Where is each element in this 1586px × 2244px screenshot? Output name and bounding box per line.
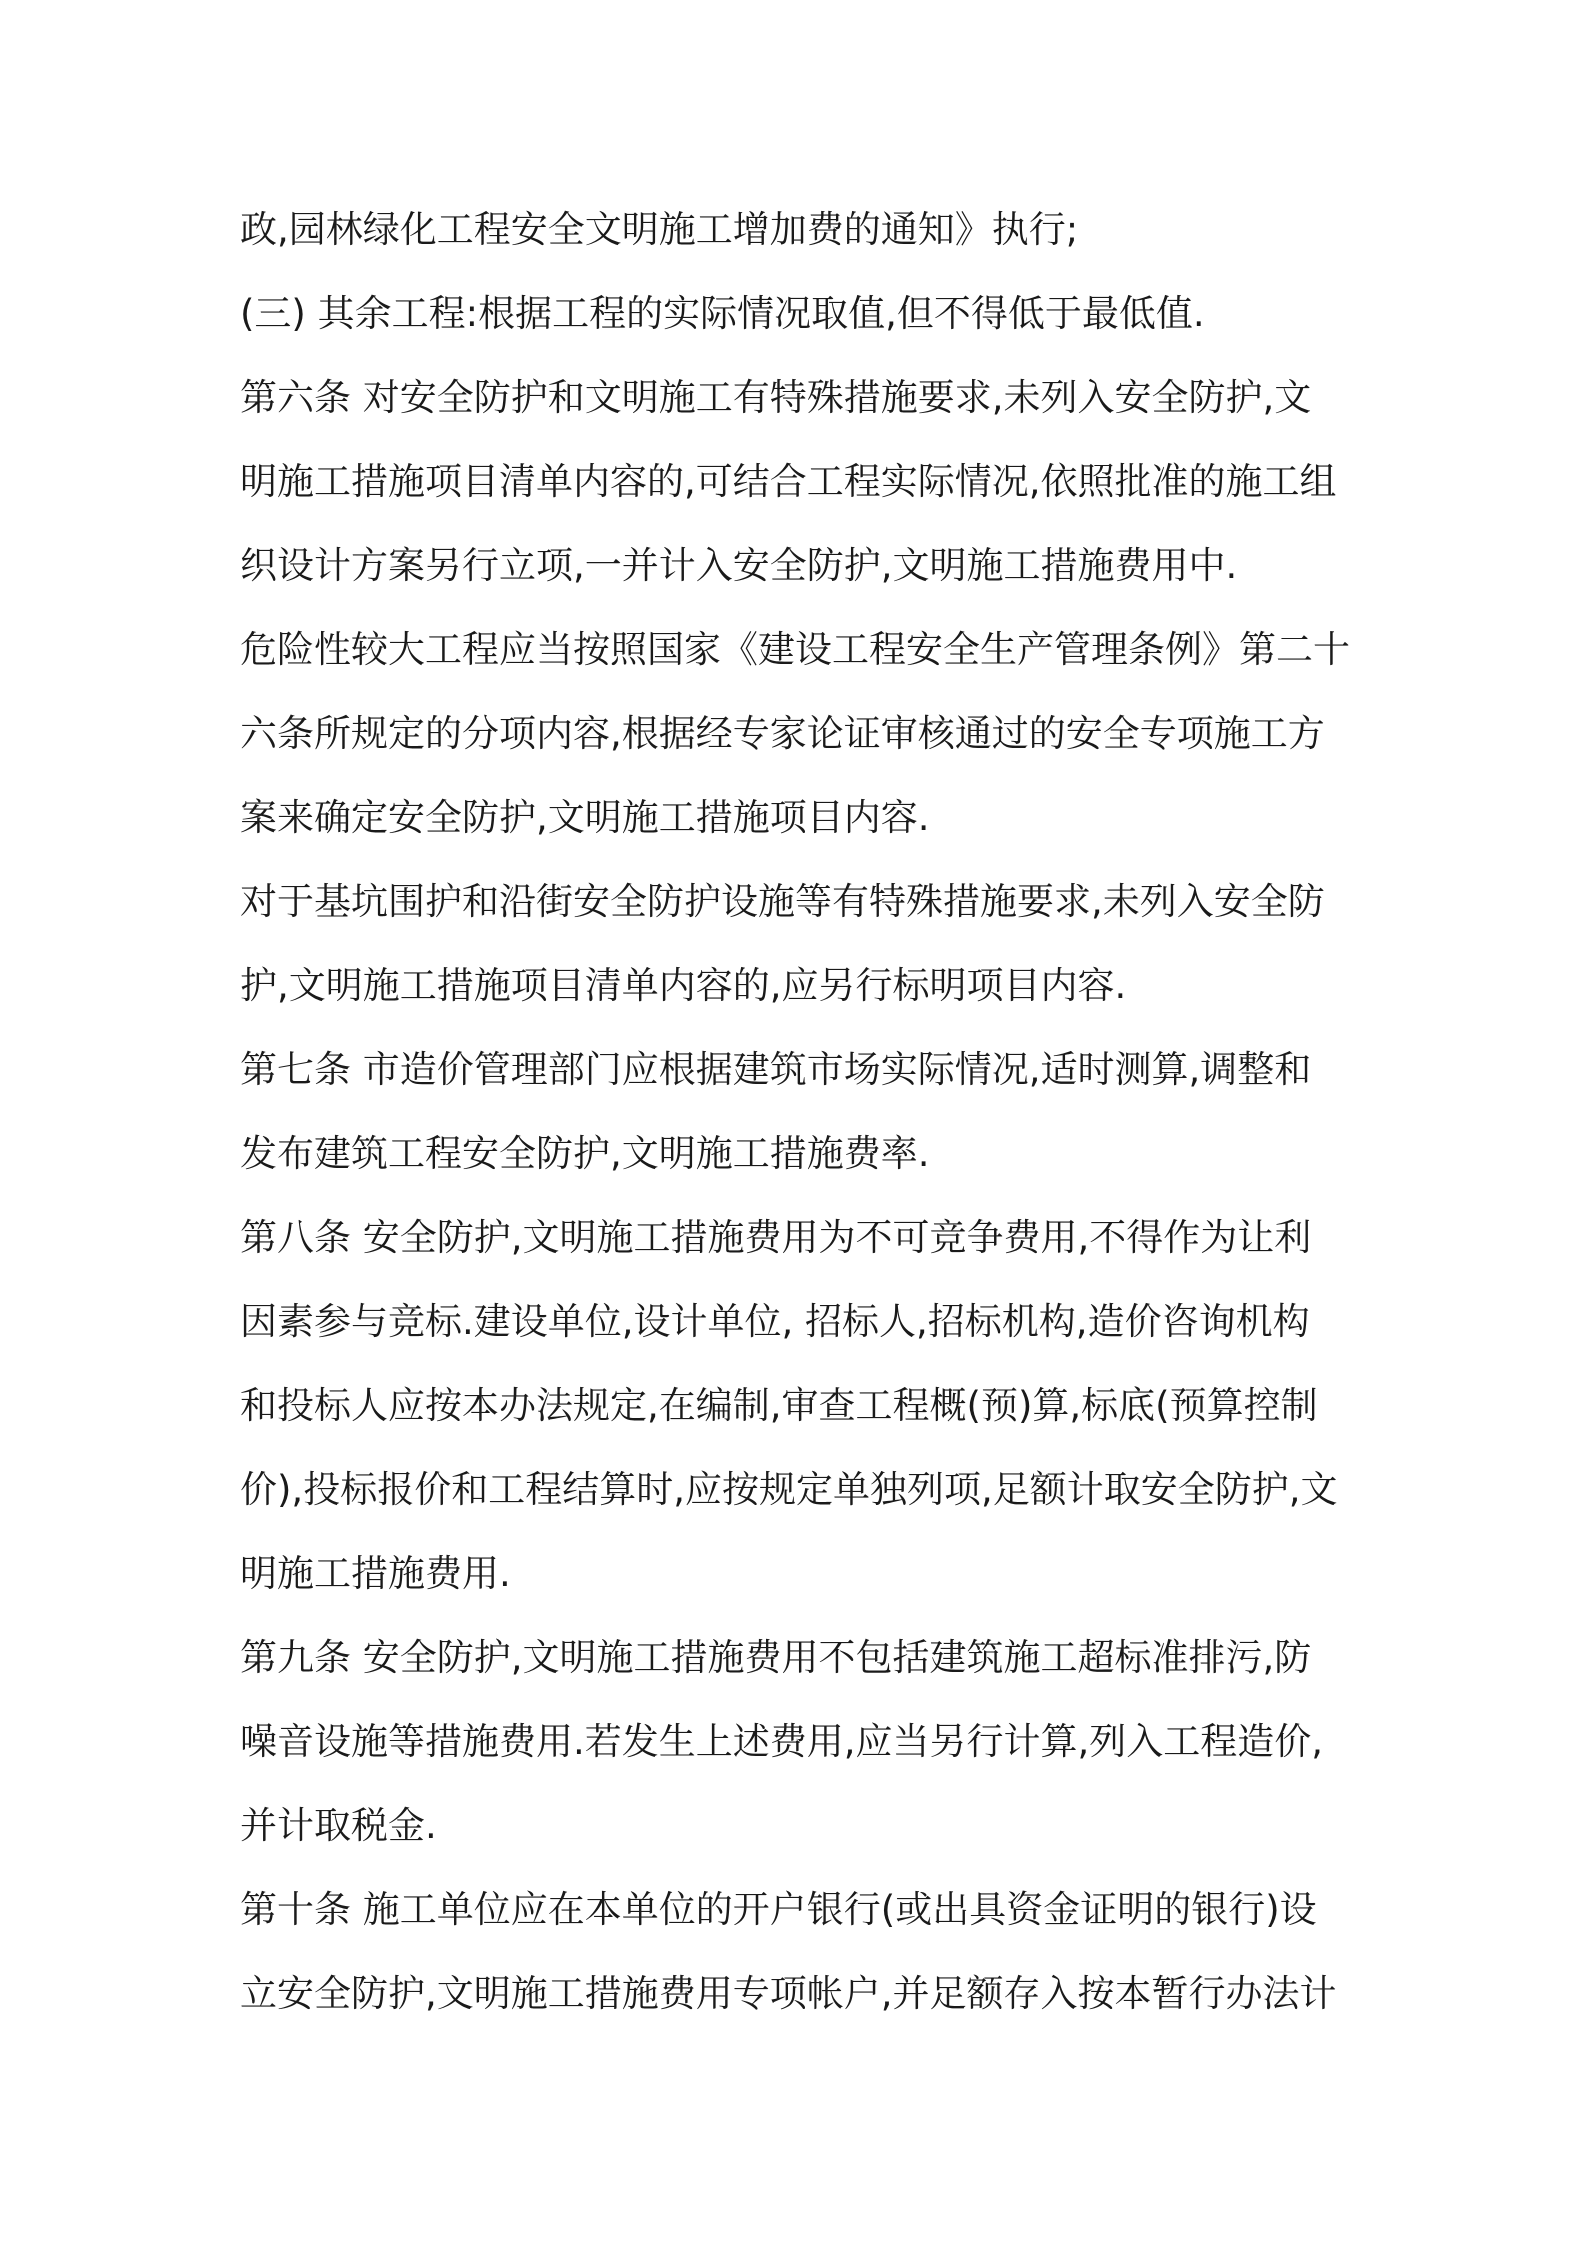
text-line-8: 案来确定安全防护,文明施工措施项目内容. [240, 796, 930, 839]
text-line-10: 护,文明施工措施项目清单内容的,应另行标明项目内容. [240, 964, 1127, 1007]
text-line-18: 第九条 安全防护,文明施工措施费用不包括建筑施工超标准排污,防 [240, 1636, 1312, 1679]
text-line-21: 第十条 施工单位应在本单位的开户银行(或出具资金证明的银行)设 [240, 1888, 1317, 1931]
text-line-3: 第六条 对安全防护和文明施工有特殊措施要求,未列入安全防护,文 [240, 376, 1312, 419]
text-line-9: 对于基坑围护和沿街安全防护设施等有特殊措施要求,未列入安全防 [240, 880, 1325, 923]
text-line-6: 危险性较大工程应当按照国家《建设工程安全生产管理条例》第二十 [240, 628, 1350, 671]
text-line-2: (三) 其余工程:根据工程的实际情况取值,但不得低于最低值. [240, 292, 1205, 335]
text-line-5: 织设计方案另行立项,一并计入安全防护,文明施工措施费用中. [240, 544, 1238, 587]
document-body [240, 188, 1360, 2036]
text-line-12: 发布建筑工程安全防护,文明施工措施费率. [240, 1132, 930, 1175]
text-line-4: 明施工措施项目清单内容的,可结合工程实际情况,依照批准的施工组 [240, 460, 1337, 503]
text-line-14: 因素参与竞标.建设单位,设计单位, 招标人,招标机构,造价咨询机构 [240, 1300, 1310, 1343]
text-line-7: 六条所规定的分项内容,根据经专家论证审核通过的安全专项施工方 [240, 712, 1325, 755]
text-line-19: 噪音设施等措施费用.若发生上述费用,应当另行计算,列入工程造价, [240, 1720, 1324, 1763]
text-line-13: 第八条 安全防护,文明施工措施费用为不可竞争费用,不得作为让利 [240, 1216, 1312, 1259]
text-line-20: 并计取税金. [240, 1804, 437, 1847]
text-line-11: 第七条 市造价管理部门应根据建筑市场实际情况,适时测算,调整和 [240, 1048, 1312, 1091]
text-line-16: 价),投标报价和工程结算时,应按规定单独列项,足额计取安全防护,文 [240, 1468, 1338, 1511]
text-line-17: 明施工措施费用. [240, 1552, 511, 1595]
text-line-22: 立安全防护,文明施工措施费用专项帐户,并足额存入按本暂行办法计 [240, 1972, 1337, 2015]
text-line-1: 政,园林绿化工程安全文明施工增加费的通知》执行; [240, 208, 1079, 251]
text-line-15: 和投标人应按本办法规定,在编制,审查工程概(预)算,标底(预算控制 [240, 1384, 1318, 1427]
